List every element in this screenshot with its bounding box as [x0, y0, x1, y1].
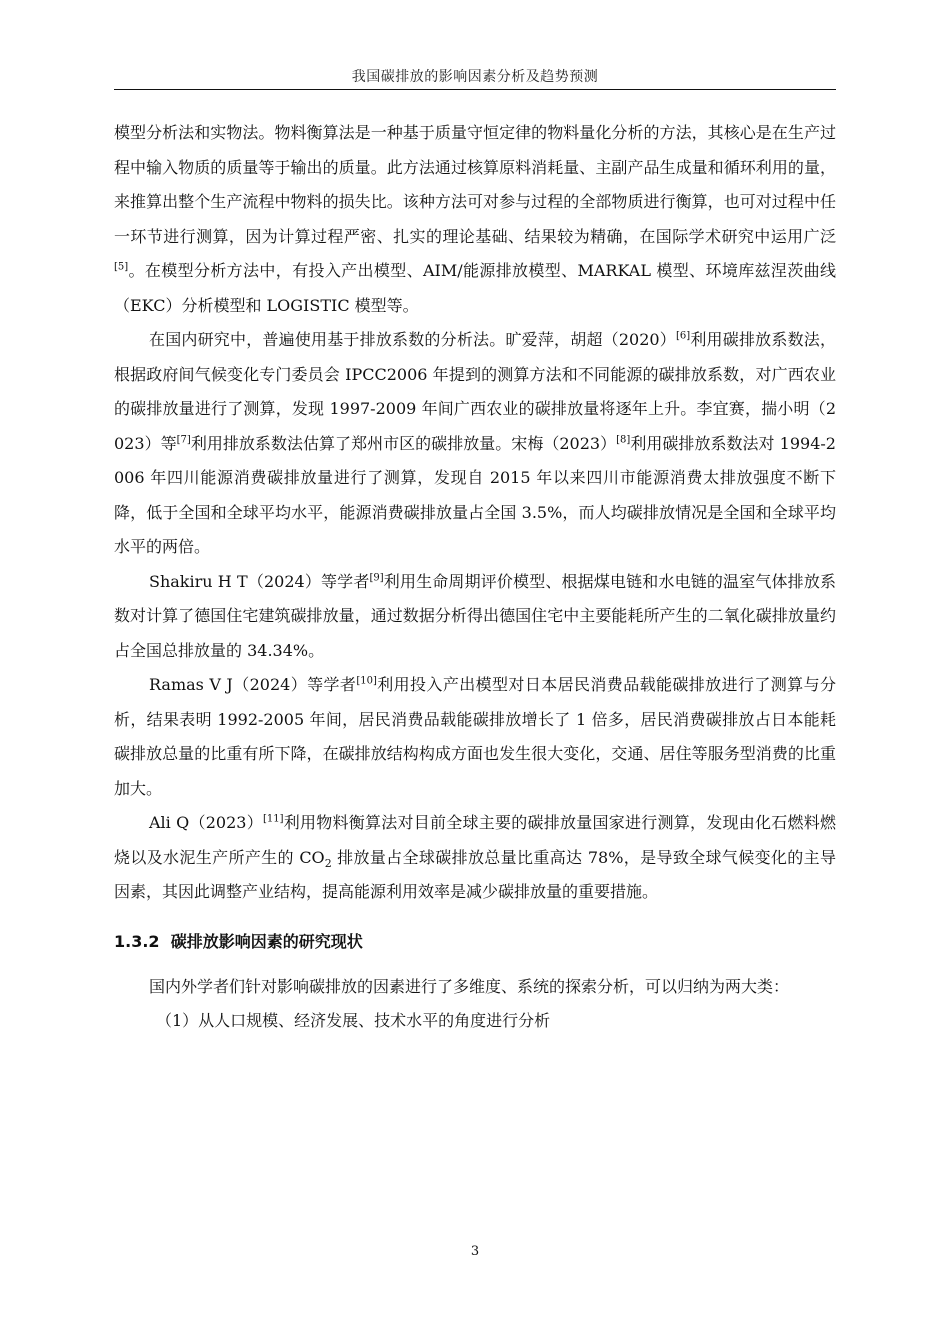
page-number: 3: [470, 1244, 480, 1259]
list-item: （1）从人口规模、经济发展、技术水平的角度进行分析: [156, 1011, 551, 1030]
section-heading: [114, 930, 836, 954]
paragraph-shakiru: Shakiru H T（2024）等学者[9]利用生命周期评价模型、根据煤电链和水电链的温室气体排放系数对计算了德国住宅建筑碳排放量，通过数据分析得出德国住宅中主要能耗所产生的二氧化碳排放量约占全国总排放量的 34.34%。: [114, 571, 836, 660]
section-number: 1.3.2: [114, 931, 160, 951]
body-text: [114, 116, 836, 1039]
header-rule: [114, 89, 836, 90]
citation-ref: [7]: [176, 434, 191, 446]
paragraph-domestic-research: 在国内研究中，普遍使用基于排放系数的分析法。旷爱萍，胡超（2020）[6]利用碳排放系数法，根据政府间气候变化专门委员会 IPCC2006 年提到的测算方法和不同能源的碳排放系数，对广西农业的碳排放量进行了测算，发现 1997-2009 年间广西农业的碳排放量将逐年上升。李宜赛，揣小明（2023）等[7]利用排放系数法估算了郑州市区的碳排放量。宋梅（2023）[8]利用碳排放系数法对 1994-2006 年四川能源消费碳排放量进行了测算，发现自 2015 年以来四川市能源消费太排放强度不断下降，低于全国和全球平均水平，能源消费碳排放量占全国 3.5%，而人均碳排放情况是全国和全球平均水平的两倍。: [114, 330, 836, 556]
subscript: 2: [324, 856, 332, 870]
paragraph-ali: Ali Q（2023）[11]利用物料衡算法对目前全球主要的碳排放量国家进行测算，发现由化石燃料燃烧以及水泥生产所产生的 $CO_2$ 排放量占全球碳排放总量比重高达 78%，是导致全球气候变化的主导因素，其因此调整产业结构，提高能源利用效率是减少碳排放量的重要措施。: [114, 813, 836, 901]
running-header: 我国碳排放的影响因素分析及趋势预测: [351, 69, 599, 85]
paragraph-section-intro: 国内外学者们针对影响碳排放的因素进行了多维度、系统的探索分析，可以归纳为两大类：: [149, 976, 790, 996]
citation-ref: [8]: [616, 434, 631, 446]
citation-ref: [9]: [369, 572, 384, 584]
citation-ref: [5]: [114, 261, 129, 273]
paragraph-ramas: Ramas V J（2024）等学者[10]利用投入产出模型对日本居民消费品载能碳排放进行了测算与分析，结果表明 1992-2005 年间，居民消费品载能碳排放增长了 1 倍多，居民消费碳排放占日本能耗碳排放总量的比重有所下降，在碳排放结构构成方面也发生很大变化，交通、居住等服务型消费的比重加大。: [114, 675, 836, 798]
citation-ref: [10]: [356, 675, 377, 687]
paragraph-methods: 模型分析法和实物法。物料衡算法是一种基于质量守恒定律的物料量化分析的方法，其核心是在生产过程中输入物质的质量等于输出的质量。此方法通过核算原料消耗量、主副产品生成量和循环利用的量，来推算出整个生产流程中物料的损失比。该种方法可对参与过程的全部物质进行衡算，也可对过程中任一环节进行测算，因为计算过程严密、扎实的理论基础、结果较为精确，在国际学术研究中运用广泛[5]。在模型分析方法中，有投入产出模型、AIM/能源排放模型、MARKAL 模型、环境库兹涅茨曲线（EKC）分析模型和 LOGISTIC 模型等。: [114, 123, 836, 315]
citation-ref: [11]: [262, 813, 284, 825]
citation-ref: [6]: [675, 330, 691, 342]
section-title: 碳排放影响因素的研究现状: [170, 931, 363, 951]
